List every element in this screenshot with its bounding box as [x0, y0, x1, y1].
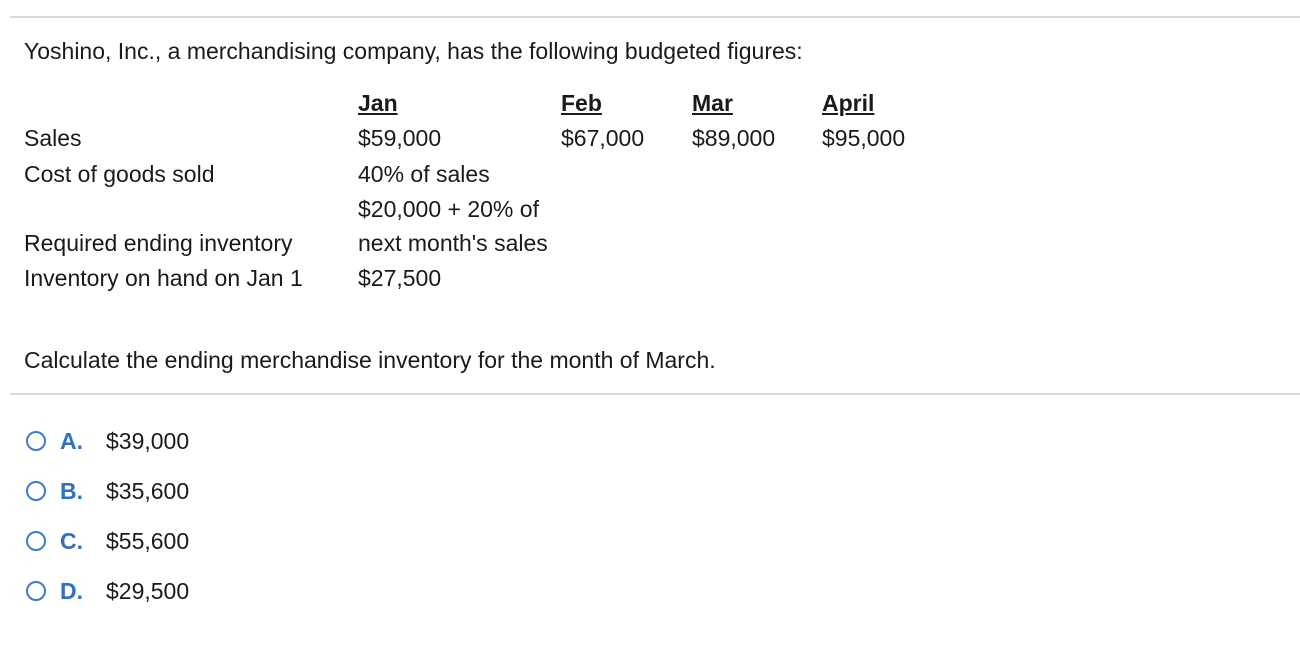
option-d-value: $29,500 — [106, 577, 190, 604]
sales-row — [24, 120, 942, 156]
inventory-jan1-jan: $27,500 — [358, 265, 442, 291]
radio-a-icon[interactable] — [26, 431, 46, 451]
radio-b-icon[interactable] — [26, 481, 46, 501]
ending-inventory-jan: $20,000 + 20% of next month's sales — [358, 196, 548, 256]
option-c-value: $55,600 — [106, 527, 190, 554]
option-c[interactable] — [26, 524, 189, 558]
sales-feb: $67,000 — [561, 125, 645, 151]
radio-c-icon[interactable] — [26, 531, 46, 551]
sales-jan: $59,000 — [358, 125, 442, 151]
option-d-letter: D. — [60, 577, 83, 604]
radio-d-icon[interactable] — [26, 581, 46, 601]
option-b-letter: B. — [60, 477, 83, 504]
header-row — [24, 88, 942, 120]
header-jan: Jan — [358, 90, 398, 116]
header-blank — [24, 88, 358, 120]
inventory-jan1-label: Inventory on hand on Jan 1 — [24, 265, 303, 291]
question-text: Calculate the ending merchandise inventory for the month of March. — [24, 347, 716, 373]
option-c-letter: C. — [60, 527, 83, 554]
inventory-jan1-row — [24, 260, 942, 296]
header-april: April — [822, 90, 875, 116]
sales-label: Sales — [24, 125, 82, 151]
cogs-row — [24, 156, 942, 192]
header-feb: Feb — [561, 90, 602, 116]
ending-inventory-row — [24, 192, 942, 260]
option-b[interactable] — [26, 474, 189, 508]
budget-table — [24, 88, 942, 296]
problem-intro: Yoshino, Inc., a merchandising company, has the following budgeted figures: — [24, 38, 803, 64]
sales-mar: $89,000 — [692, 125, 776, 151]
header-mar: Mar — [692, 90, 733, 116]
option-a-letter: A. — [60, 427, 83, 454]
option-a[interactable] — [26, 424, 189, 458]
ending-inventory-label: Required ending inventory — [24, 230, 293, 256]
sales-april: $95,000 — [822, 125, 906, 151]
option-b-value: $35,600 — [106, 477, 190, 504]
top-divider — [10, 16, 1300, 18]
answer-options — [26, 424, 189, 624]
cogs-label: Cost of goods sold — [24, 161, 215, 187]
option-d[interactable] — [26, 574, 189, 608]
cogs-jan: 40% of sales — [358, 161, 490, 187]
option-a-value: $39,000 — [106, 427, 190, 454]
options-divider — [10, 393, 1300, 395]
